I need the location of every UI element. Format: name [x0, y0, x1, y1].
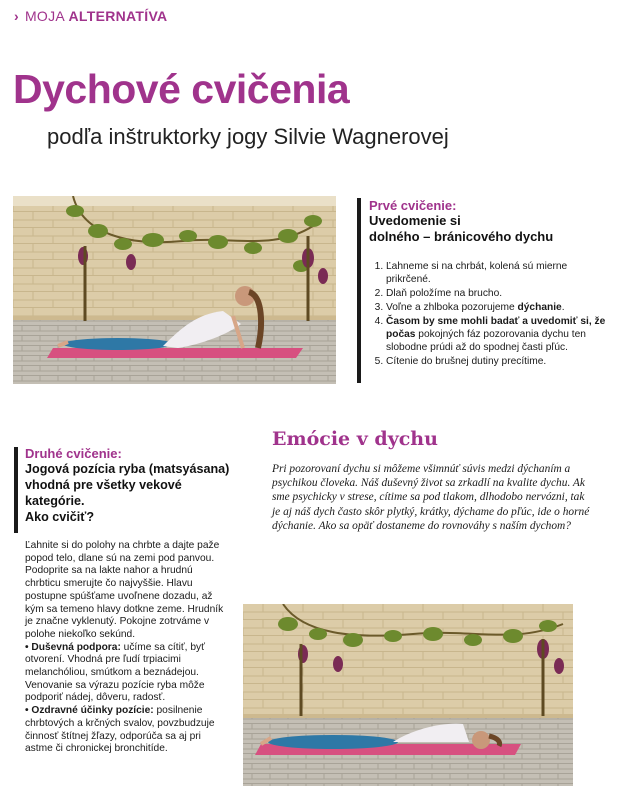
exercise2-header [25, 446, 233, 525]
photo-breathing [13, 196, 336, 384]
section-tag [14, 8, 167, 24]
list-item: 1. Ľahneme si na chrbát, kolená sú mierne prikrčené. [386, 260, 609, 286]
article-title: Dychové cvičenia [13, 66, 350, 112]
exercise2-bullet-health: • Ozdravné účinky pozície: posilnenie chrbtových a krčných svalov, povzbudzuje činnosť štítnej žľazy, odporúča sa aj pri astme či chronickej bronchitíde. [25, 705, 215, 755]
box-divider-2 [14, 447, 18, 533]
exercise1-title-line2: dolného – bránicového dychu [369, 229, 554, 244]
exercise2-question: Ako cvičiť? [25, 510, 95, 524]
box-divider [357, 198, 361, 383]
exercise1-label: Prvé cvičenie: [369, 198, 457, 213]
emotions-text: Pri pozorovaní dychu si môžeme všimnúť súvis medzi dýchaním a psychikou človeka. Náš duševný život sa zrkadlí na kvalite dychu. Ak sme psychicky v strese, cítime sa pod tlakom, dlhodobo nervózni, tak je aj náš dych často skôr plytký, krátky, dýchame do pľúc, ide o horné dýchanie. Ako sa opäť dostaneme do rovnováhy s naším dychom? [272, 463, 590, 532]
exercise1-title-line1: Uvedomenie si [369, 213, 461, 228]
exercise2-bullet-mental: • Duševná podpora: učíme sa cítiť, byť otvorení. Vhodná pre ľudí trpiacimi melanchóliou, smútkom a beznádejou. Venovanie sa výrazu pozície ryba môže podporiť nádej, dôveru, radosť. [25, 641, 205, 704]
chevron-right-icon: › [14, 8, 19, 24]
list-item: 5. Cítenie do brušnej dutiny precítime. [386, 355, 609, 368]
list-item: 2. Dlaň položíme na brucho. [386, 287, 609, 300]
exercise2-label: Druhé cvičenie: [25, 446, 122, 461]
section-tag-bold: ALTERNATÍVA [68, 8, 168, 24]
list-item: 3. Voľne a zhlboka pozorujeme dýchanie. [386, 301, 609, 314]
photo-fish-pose [243, 604, 573, 786]
section-tag-plain: MOJA [24, 8, 65, 24]
emotions-heading: Emócie v dychu [272, 428, 438, 450]
exercise2-intro: Ľahnite si do polohy na chrbte a dajte paže popod telo, dlane sú na zemi pod panvou. Podoprite sa na lakte nahor a hrudnú chrbticu smerujte čo najvyššie. Hlavu postupne spúšťame uvoľnene dozadu, až kým sa temeno hlavy dotkne zeme. Hrudník je značne vyklenutý. Pokojne zotrváme v polohe niekoľko sekúnd. [25, 540, 224, 640]
article-subtitle: podľa inštruktorky jogy Silvie Wagnerovej [47, 124, 449, 149]
list-item: 4. Časom by sme mohli badať a uvedomiť si, že počas pokojných fáz pozorovania dychu ten slobodne prúdi až do spodnej časti pľúc. [386, 315, 609, 354]
exercise2-title: Jogová pozícia ryba (matsyásana) vhodná pre všetky vekové kategórie. [25, 462, 230, 508]
exercise1-box [369, 198, 609, 369]
exercise1-steps [369, 260, 609, 368]
exercise2-body [25, 540, 225, 756]
